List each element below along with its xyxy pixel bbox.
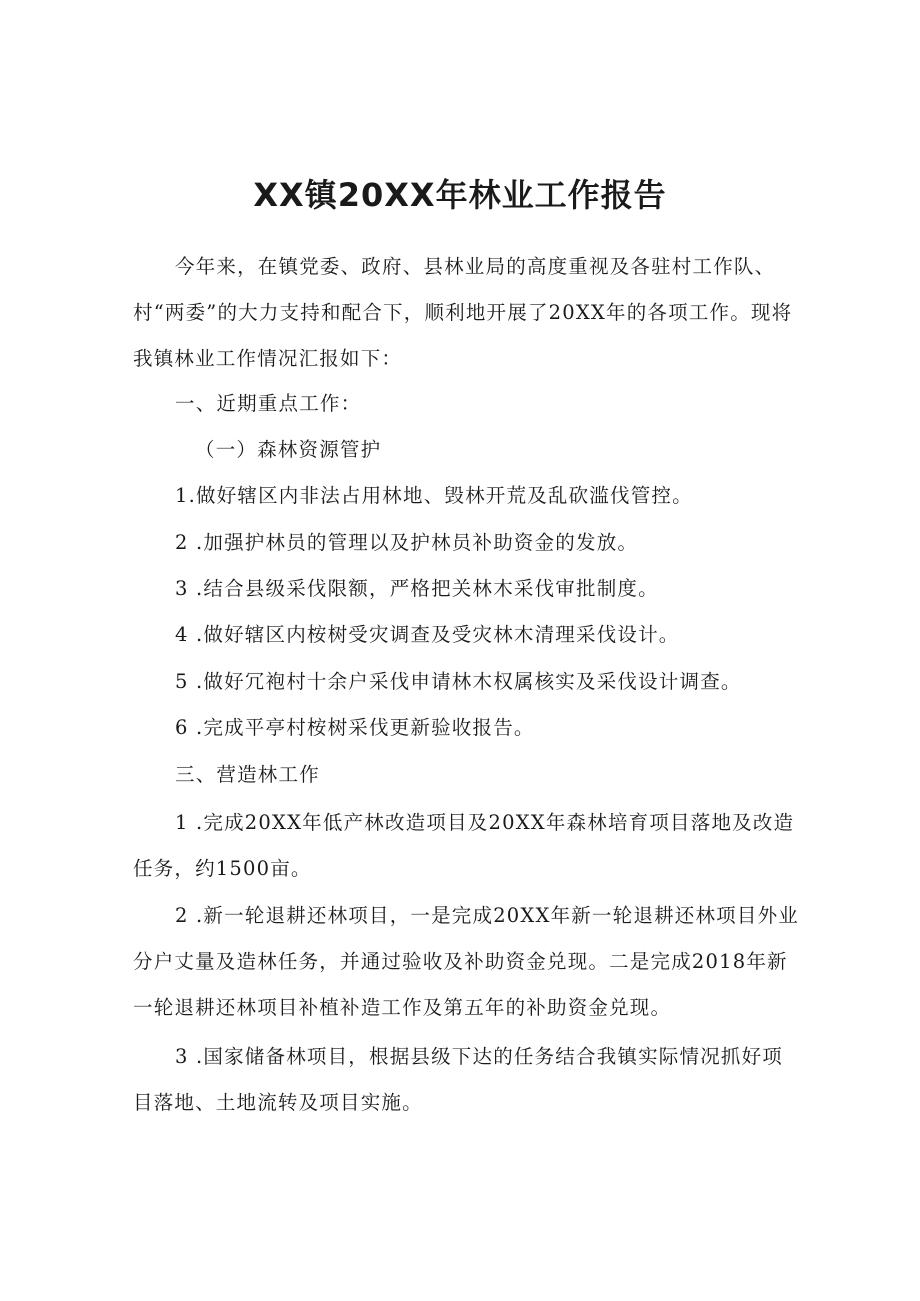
list-item: 5 .做好冗袍村十余户采伐申请林木权属核实及采伐设计调查。 — [175, 670, 742, 693]
list-item: 2 .新一轮退耕还林项目，一是完成20XX年新一轮退耕还林项目外业分户丈量及造林任务，并通过验收及补助资金兑现。二是完成2018年新一轮退耕还林项目补植补造工作及第五年的补助资金兑现。 — [133, 904, 799, 1019]
list-item: 3 .国家储备林项目，根据县级下达的任务结合我镇实际情况抓好项目落地、土地流转及项目实施。 — [133, 1045, 784, 1114]
list-item: 4 .做好辖区内桉树受灾调查及受灾林木清理采伐设计。 — [175, 623, 680, 646]
list-item: 1.做好辖区内非法占用林地、毁林开荒及乱砍滥伐管控。 — [175, 484, 693, 507]
list-item: 3 .结合县级采伐限额，严格把关林木采伐审批制度。 — [175, 577, 659, 600]
list-item: 6 .完成平亭村桉树采伐更新验收报告。 — [175, 716, 535, 739]
section3-heading: 三、营造林工作 — [175, 763, 320, 786]
subsection1-heading: （一）森林资源管护 — [195, 438, 382, 461]
document-title: XX镇20XX年林业工作报告 — [253, 176, 667, 214]
intro-paragraph: 今年来，在镇党委、政府、县林业局的高度重视及各驻村工作队、村“两委”的大力支持和配合下，顺利地开展了20XX年的各项工作。现将我镇林业工作情况汇报如下： — [133, 255, 793, 370]
list-item: 1 .完成20XX年低产林改造项目及20XX年森林培育项目落地及改造任务，约1500亩。 — [133, 811, 795, 880]
list-item: 2 .加强护林员的管理以及护林员补助资金的发放。 — [175, 531, 639, 554]
section1-heading: 一、近期重点工作： — [175, 392, 362, 415]
